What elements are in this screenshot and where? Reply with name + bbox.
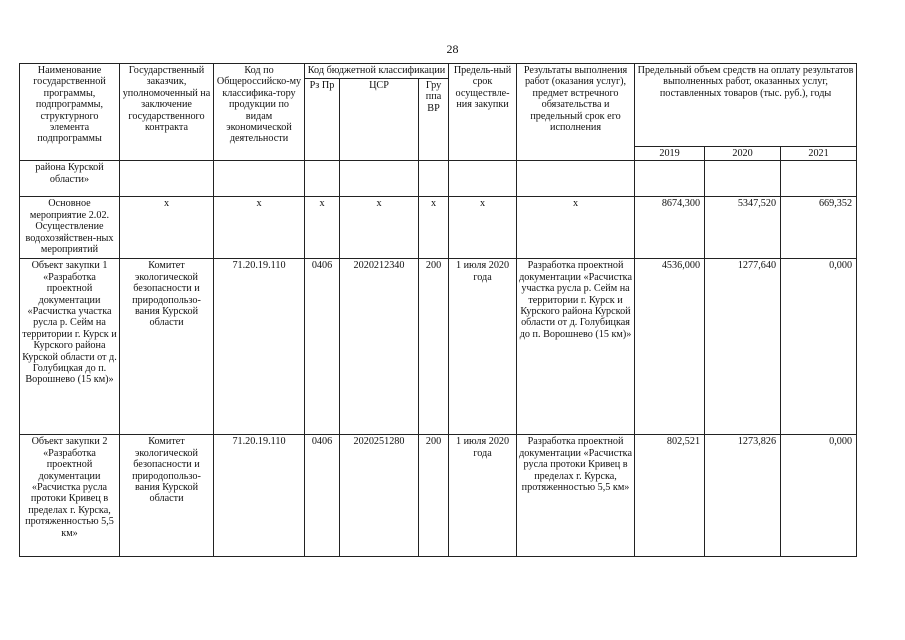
cell-csr: 2020212340 [340, 259, 419, 435]
cell-deadline: 1 июля 2020 года [449, 259, 517, 435]
cell-deadline [449, 161, 517, 197]
cell-2019: 4536,000 [635, 259, 705, 435]
cell-2021 [781, 161, 857, 197]
header-results: Результаты выполнения работ (оказания услуг), предмет встречного обязательства и предельный срок его исполнения [517, 64, 635, 161]
cell-results [517, 161, 635, 197]
header-csr: ЦСР [340, 79, 419, 161]
table-row [20, 161, 857, 197]
cell-2020 [705, 161, 781, 197]
cell-2020: 5347,520 [705, 197, 781, 259]
cell-name: района Курской области» [20, 161, 120, 197]
cell-vr: 200 [419, 259, 449, 435]
cell-name: Объект закупки 1 «Разработка проектной документации «Расчистка участка русла р. Сейм на территории г. Курск и Курского района Курской области от д. Голубицкая до п. Ворошнево (15 км)» [20, 259, 120, 435]
cell-csr: x [340, 197, 419, 259]
header-okpd: Код по Общероссийско-му классифика-тору продукции по видам экономической деятельности [214, 64, 305, 161]
cell-customer [120, 161, 214, 197]
cell-rz-pr: 0406 [305, 259, 340, 435]
cell-csr: 2020251280 [340, 435, 419, 557]
cell-rz-pr [305, 161, 340, 197]
cell-okpd: 71.20.19.110 [214, 435, 305, 557]
cell-2021: 0,000 [781, 259, 857, 435]
cell-2021: 669,352 [781, 197, 857, 259]
header-year-2020: 2020 [705, 147, 781, 161]
cell-name: Объект закупки 2 «Разработка проектной документации «Расчистка русла протоки Кривец в пределах г. Курска, протяженностью 5,5 км» [20, 435, 120, 557]
cell-2019: 8674,300 [635, 197, 705, 259]
cell-name: Основное мероприятие 2.02. Осуществление водохозяйствен-ных мероприятий [20, 197, 120, 259]
cell-2020: 1273,826 [705, 435, 781, 557]
table-row [20, 259, 857, 435]
header-vr: Гру ппа ВР [419, 79, 449, 161]
header-rz-pr: Рз Пр [305, 79, 340, 161]
cell-2020: 1277,640 [705, 259, 781, 435]
cell-okpd: 71.20.19.110 [214, 259, 305, 435]
cell-customer: x [120, 197, 214, 259]
cell-okpd: x [214, 197, 305, 259]
cell-vr: 200 [419, 435, 449, 557]
cell-okpd [214, 161, 305, 197]
cell-customer: Комитет экологической безопасности и природопользо-вания Курской области [120, 435, 214, 557]
cell-2019: 802,521 [635, 435, 705, 557]
cell-2021: 0,000 [781, 435, 857, 557]
header-budget-code: Код бюджетной классификации [305, 64, 449, 79]
cell-customer: Комитет экологической безопасности и природопользо-вания Курской области [120, 259, 214, 435]
cell-results: x [517, 197, 635, 259]
cell-csr [340, 161, 419, 197]
procurement-table [19, 63, 857, 557]
page-number: 28 [446, 42, 459, 56]
cell-vr [419, 161, 449, 197]
header-year-2021: 2021 [781, 147, 857, 161]
cell-deadline: x [449, 197, 517, 259]
table-row [20, 197, 857, 259]
cell-deadline: 1 июля 2020 года [449, 435, 517, 557]
cell-rz-pr: 0406 [305, 435, 340, 557]
header-customer: Государственный заказчик, уполномоченный на заключение государственного контракта [120, 64, 214, 161]
cell-results: Разработка проектной документации «Расчистка русла протоки Кривец в пределах г. Курска, протяженностью 5,5 км» [517, 435, 635, 557]
header-volume: Предельный объем средств на оплату результатов выполненных работ, оказанных услуг, поставленных товаров (тыс. руб.), годы [635, 64, 857, 147]
cell-results: Разработка проектной документации «Расчистка участка русла р. Сейм на территории г. Курск и Курского района Курской области от д. Голубицкая до п. Ворошнево (15 км)» [517, 259, 635, 435]
cell-2019 [635, 161, 705, 197]
header-deadline: Предель-ный срок осуществле-ния закупки [449, 64, 517, 161]
header-year-2019: 2019 [635, 147, 705, 161]
table-row [20, 435, 857, 557]
cell-rz-pr: x [305, 197, 340, 259]
cell-vr: x [419, 197, 449, 259]
header-name: Наименование государственной программы, подпрограммы, структурного элемента подпрограммы [20, 64, 120, 161]
